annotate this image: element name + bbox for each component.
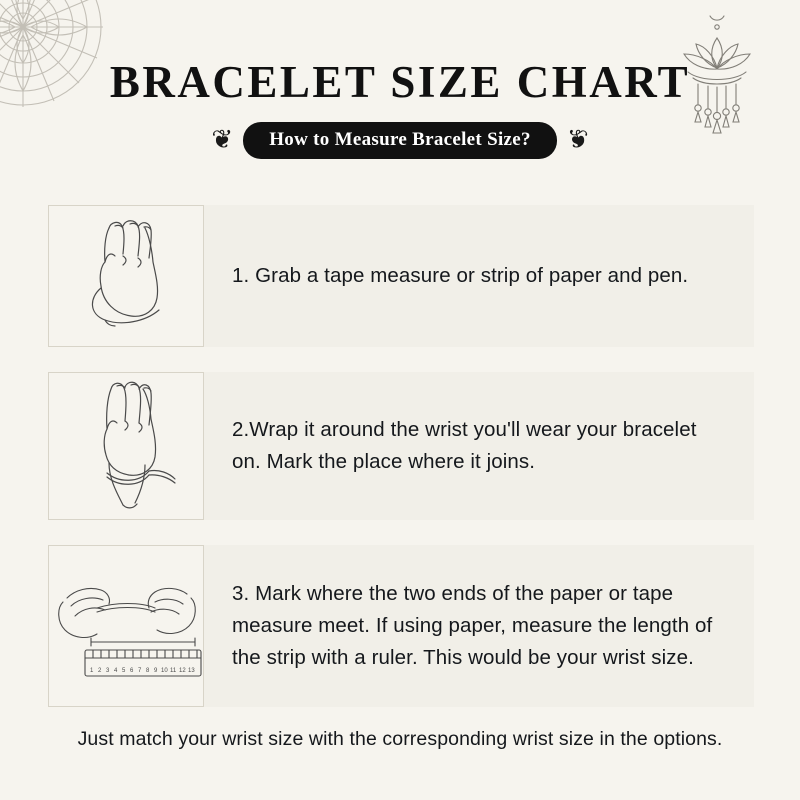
right-flourish-icon: ❦ [566, 124, 589, 154]
step-text: 2.Wrap it around the wrist you'll wear your bracelet on. Mark the place where it joins. [232, 418, 697, 473]
page-title: BRACELET SIZE CHART [109, 57, 691, 107]
subtitle-row [0, 122, 800, 159]
svg-text:1: 1 [90, 668, 94, 674]
svg-text:5: 5 [122, 668, 126, 674]
left-flourish-icon: ❦ [211, 124, 234, 154]
footer-note: Just match your wrist size with the corresponding wrist size in the options. [77, 728, 723, 750]
svg-text:3: 3 [106, 668, 110, 674]
svg-text:2: 2 [98, 668, 102, 674]
svg-text:10: 10 [161, 668, 168, 674]
svg-text:8: 8 [146, 668, 150, 674]
list-item [48, 205, 754, 347]
svg-text:13: 13 [188, 668, 195, 674]
svg-text:11: 11 [170, 668, 177, 674]
list-item [48, 545, 754, 707]
subtitle-badge: How to Measure Bracelet Size? [243, 122, 557, 159]
svg-text:7: 7 [138, 668, 142, 674]
steps-list [48, 205, 754, 732]
svg-text:4: 4 [114, 668, 118, 674]
svg-text:6: 6 [130, 668, 134, 674]
step-text: 1. Grab a tape measure or strip of paper and pen. [232, 264, 689, 288]
step-text: 3. Mark where the two ends of the paper or tape measure meet. If using paper, measure the length of the strip with a ruler. This would be your wrist size. [232, 582, 713, 669]
wrist-wrapped-with-tape-illustration [48, 372, 204, 520]
svg-text:12: 12 [179, 668, 186, 674]
measuring-strip-with-ruler-illustration [48, 545, 204, 707]
list-item [48, 372, 754, 520]
hand-with-tape-measure-illustration [48, 205, 204, 347]
svg-text:9: 9 [154, 668, 158, 674]
